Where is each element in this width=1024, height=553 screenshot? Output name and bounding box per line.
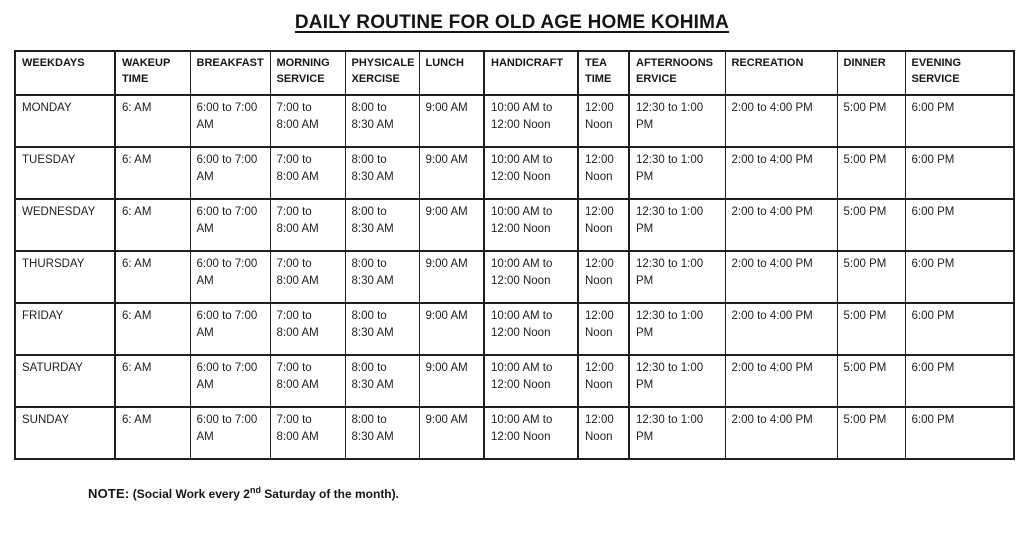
schedule-cell: 12:00 Noon — [578, 251, 629, 303]
schedule-cell: 6:00 PM — [905, 147, 1014, 199]
schedule-cell: 9:00 AM — [419, 95, 484, 147]
schedule-cell: 2:00 to 4:00 PM — [725, 251, 837, 303]
schedule-cell: 6:00 to 7:00 AM — [190, 251, 270, 303]
schedule-cell: 8:00 to 8:30 AM — [345, 407, 419, 459]
schedule-cell: 12:00 Noon — [578, 147, 629, 199]
day-cell-saturday: SATURDAY — [15, 355, 115, 407]
header-row — [15, 51, 1014, 95]
schedule-cell: 12:00 Noon — [578, 355, 629, 407]
schedule-cell: 6:00 PM — [905, 251, 1014, 303]
schedule-cell: 6:00 to 7:00 AM — [190, 355, 270, 407]
schedule-cell: 12:00 Noon — [578, 199, 629, 251]
schedule-cell: 6: AM — [115, 199, 190, 251]
table-row-friday — [15, 303, 1014, 355]
schedule-cell: 10:00 AM to 12:00 Noon — [484, 303, 578, 355]
schedule-cell: 6: AM — [115, 303, 190, 355]
table-row-monday — [15, 95, 1014, 147]
schedule-cell: 12:30 to 1:00 PM — [629, 147, 725, 199]
table-body — [15, 95, 1014, 459]
column-header-tea-time: TEA TIME — [578, 51, 629, 95]
schedule-cell: 12:00 Noon — [578, 95, 629, 147]
daily-routine-table — [14, 50, 1015, 460]
schedule-cell: 12:30 to 1:00 PM — [629, 199, 725, 251]
schedule-cell: 7:00 to 8:00 AM — [270, 95, 345, 147]
schedule-cell: 8:00 to 8:30 AM — [345, 355, 419, 407]
schedule-cell: 6:00 to 7:00 AM — [190, 147, 270, 199]
schedule-cell: 6:00 to 7:00 AM — [190, 303, 270, 355]
column-header-physicale-xercise: PHYSICALE XERCISE — [345, 51, 419, 95]
schedule-cell: 6: AM — [115, 407, 190, 459]
schedule-cell: 9:00 AM — [419, 199, 484, 251]
column-header-evening-service: EVENING SERVICE — [905, 51, 1014, 95]
schedule-cell: 7:00 to 8:00 AM — [270, 303, 345, 355]
schedule-cell: 6: AM — [115, 147, 190, 199]
note-superscript: nd — [249, 485, 261, 495]
table-row-tuesday — [15, 147, 1014, 199]
schedule-cell: 7:00 to 8:00 AM — [270, 355, 345, 407]
schedule-cell: 5:00 PM — [837, 407, 905, 459]
schedule-cell: 12:30 to 1:00 PM — [629, 407, 725, 459]
table-header — [15, 51, 1014, 95]
schedule-cell: 5:00 PM — [837, 199, 905, 251]
column-header-handicraft: HANDICRAFT — [484, 51, 578, 95]
schedule-cell: 9:00 AM — [419, 407, 484, 459]
schedule-cell: 8:00 to 8:30 AM — [345, 147, 419, 199]
schedule-cell: 6:00 PM — [905, 407, 1014, 459]
page-title: DAILY ROUTINE FOR OLD AGE HOME KOHIMA — [294, 12, 730, 33]
schedule-cell: 9:00 AM — [419, 355, 484, 407]
schedule-cell: 2:00 to 4:00 PM — [725, 303, 837, 355]
schedule-cell: 6:00 PM — [905, 355, 1014, 407]
day-cell-friday: FRIDAY — [15, 303, 115, 355]
schedule-cell: 12:30 to 1:00 PM — [629, 251, 725, 303]
day-cell-sunday: SUNDAY — [15, 407, 115, 459]
column-header-recreation: RECREATION — [725, 51, 837, 95]
schedule-cell: 2:00 to 4:00 PM — [725, 407, 837, 459]
schedule-cell: 5:00 PM — [837, 95, 905, 147]
schedule-cell: 5:00 PM — [837, 147, 905, 199]
column-header-lunch: LUNCH — [419, 51, 484, 95]
day-cell-wednesday: WEDNESDAY — [15, 199, 115, 251]
schedule-cell: 12:30 to 1:00 PM — [629, 303, 725, 355]
schedule-cell: 5:00 PM — [837, 303, 905, 355]
day-cell-thursday: THURSDAY — [15, 251, 115, 303]
column-header-afternoons-ervice: AFTERNOONS ERVICE — [629, 51, 725, 95]
schedule-cell: 2:00 to 4:00 PM — [725, 147, 837, 199]
schedule-cell: 2:00 to 4:00 PM — [725, 199, 837, 251]
schedule-cell: 5:00 PM — [837, 251, 905, 303]
schedule-cell: 8:00 to 8:30 AM — [345, 95, 419, 147]
schedule-cell: 6:00 PM — [905, 95, 1014, 147]
schedule-cell: 7:00 to 8:00 AM — [270, 147, 345, 199]
day-cell-monday: MONDAY — [15, 95, 115, 147]
table-row-sunday — [15, 407, 1014, 459]
column-header-wakeup-time: WAKEUP TIME — [115, 51, 190, 95]
column-header-weekdays: WEEKDAYS — [15, 51, 115, 95]
schedule-cell: 10:00 AM to 12:00 Noon — [484, 251, 578, 303]
schedule-cell: 2:00 to 4:00 PM — [725, 95, 837, 147]
schedule-cell: 12:30 to 1:00 PM — [629, 95, 725, 147]
schedule-cell: 12:00 Noon — [578, 303, 629, 355]
schedule-cell: 9:00 AM — [419, 147, 484, 199]
schedule-cell: 5:00 PM — [837, 355, 905, 407]
column-header-breakfast: BREAKFAST — [190, 51, 270, 95]
schedule-cell: 8:00 to 8:30 AM — [345, 199, 419, 251]
schedule-cell: 6:00 to 7:00 AM — [190, 407, 270, 459]
note-text-end: Saturday of the month). — [260, 487, 399, 501]
schedule-cell: 9:00 AM — [419, 303, 484, 355]
schedule-cell: 10:00 AM to 12:00 Noon — [484, 199, 578, 251]
note-label: NOTE: — [88, 486, 130, 501]
schedule-cell: 8:00 to 8:30 AM — [345, 251, 419, 303]
schedule-cell: 10:00 AM to 12:00 Noon — [484, 95, 578, 147]
schedule-cell: 7:00 to 8:00 AM — [270, 251, 345, 303]
note — [88, 485, 1010, 501]
schedule-cell: 12:30 to 1:00 PM — [629, 355, 725, 407]
schedule-cell: 10:00 AM to 12:00 Noon — [484, 147, 578, 199]
table-row-wednesday — [15, 199, 1014, 251]
day-cell-tuesday: TUESDAY — [15, 147, 115, 199]
schedule-cell: 6:00 PM — [905, 199, 1014, 251]
schedule-cell: 7:00 to 8:00 AM — [270, 407, 345, 459]
schedule-cell: 6:00 PM — [905, 303, 1014, 355]
schedule-cell: 8:00 to 8:30 AM — [345, 303, 419, 355]
note-text: (Social Work every 2 — [129, 487, 250, 501]
table-row-saturday — [15, 355, 1014, 407]
schedule-cell: 2:00 to 4:00 PM — [725, 355, 837, 407]
column-header-dinner: DINNER — [837, 51, 905, 95]
schedule-cell: 12:00 Noon — [578, 407, 629, 459]
schedule-cell: 7:00 to 8:00 AM — [270, 199, 345, 251]
schedule-cell: 6:00 to 7:00 AM — [190, 95, 270, 147]
schedule-cell: 6:00 to 7:00 AM — [190, 199, 270, 251]
column-header-morning-service: MORNING SERVICE — [270, 51, 345, 95]
schedule-cell: 6: AM — [115, 95, 190, 147]
schedule-cell: 10:00 AM to 12:00 Noon — [484, 407, 578, 459]
schedule-cell: 6: AM — [115, 251, 190, 303]
schedule-cell: 6: AM — [115, 355, 190, 407]
schedule-cell: 10:00 AM to 12:00 Noon — [484, 355, 578, 407]
schedule-cell: 9:00 AM — [419, 251, 484, 303]
table-row-thursday — [15, 251, 1014, 303]
